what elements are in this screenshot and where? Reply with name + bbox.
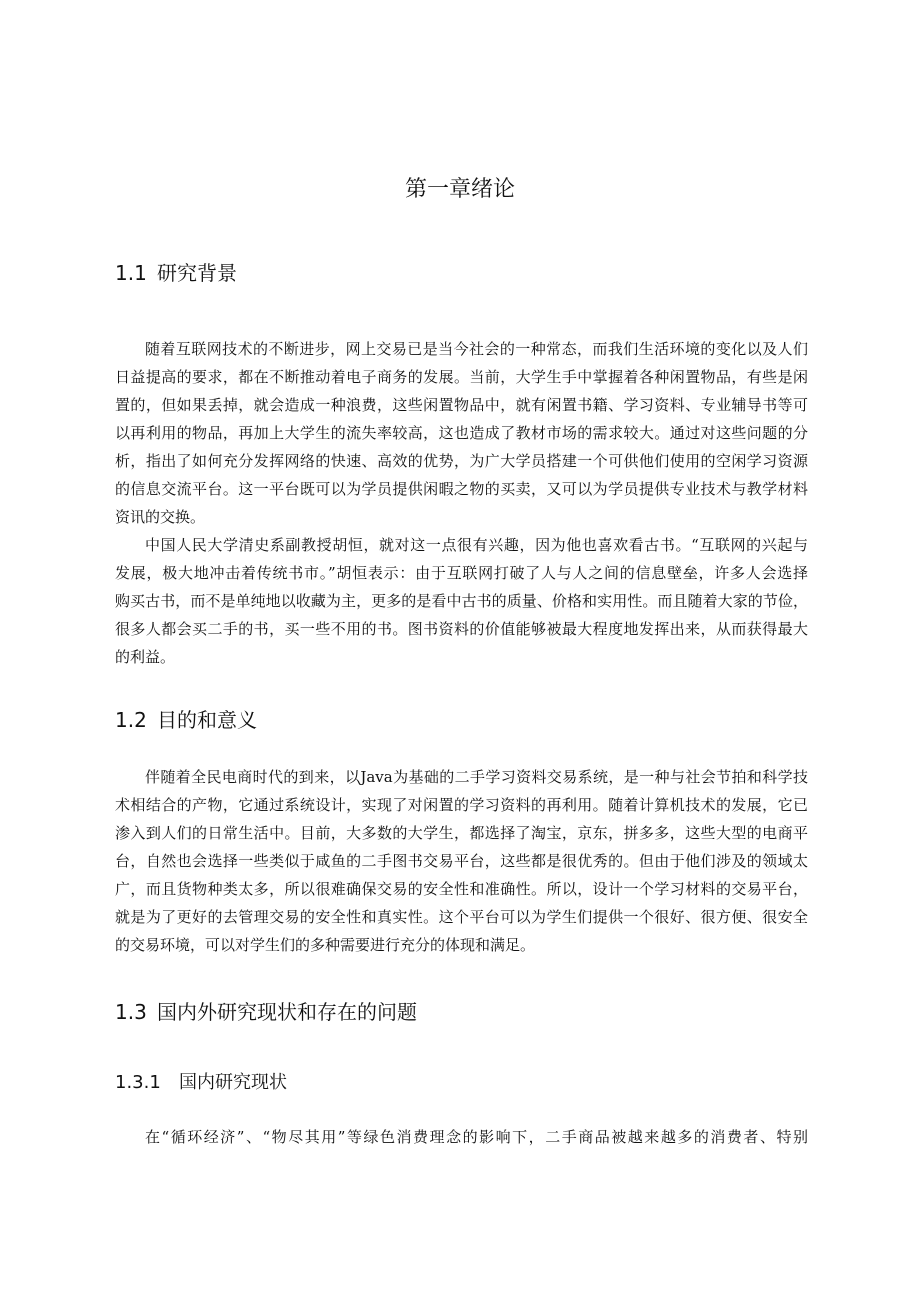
paragraph-background-2 xyxy=(115,531,808,671)
text-line: 置的，但如果丢掉，就会造成一种浪费，这些闲置物品中，就有闲置书籍、学习资料、专业辅导书等可 xyxy=(115,396,808,414)
text-line: 广，而且货物种类太多，所以很难确保交易的安全性和准确性。所以，设计一个学习材料的交易平台， xyxy=(115,880,808,898)
text-line: 的利益。 xyxy=(115,648,176,666)
text-line: 购买古书，而不是单纯地以收藏为主，更多的是看中古书的质量、价格和实用性。而且随着大家的节俭， xyxy=(115,592,808,610)
section-number: 1.3 xyxy=(115,1000,147,1024)
section-heading-1-1 xyxy=(115,259,808,287)
section-heading-1-2 xyxy=(115,706,808,734)
section-title: 研究背景 xyxy=(157,261,237,285)
text-line: 台，自然也会选择一些类似于咸鱼的二手图书交易平台，这些都是很优秀的。但由于他们涉及的领域太 xyxy=(115,852,808,870)
text-line: 析，指出了如何充分发挥网络的快速、高效的优势，为广大学员搭建一个可供他们使用的空闲学习资源 xyxy=(115,452,808,470)
text-line: 很多人都会买二手的书，买一些不用的书。图书资料的价值能够被最大程度地发挥出来，从而获得最大 xyxy=(115,620,808,638)
text-line: 的交易环境，可以对学生们的多种需要进行充分的体现和满足。 xyxy=(115,936,536,954)
text-line: 就是为了更好的去管理交易的安全性和真实性。这个平台可以为学生们提供一个很好、很方便、很安全 xyxy=(115,908,808,926)
text-line: 资讯的交换。 xyxy=(115,508,206,526)
section-number: 1.1 xyxy=(115,261,147,285)
text-line: 伴随着全民电商时代的到来，以Java为基础的二手学习资料交易系统，是一种与社会节拍和科学技 xyxy=(145,768,808,786)
text-line: 以再利用的物品，再加上大学生的流失率较高，这也造成了教材市场的需求较大。通过对这些问题的分 xyxy=(115,424,808,442)
section-title: 国内研究现状 xyxy=(179,1072,287,1093)
section-number: 1.2 xyxy=(115,708,147,732)
text-line: 渗入到人们的日常生活中。目前，大多数的大学生，都选择了淘宝，京东，拼多多，这些大型的电商平 xyxy=(115,824,808,842)
chapter-title: 第一章绪论 xyxy=(404,177,515,202)
section-heading-1-3 xyxy=(115,998,808,1026)
text-line: 在“循环经济”、“物尽其用”等绿色消费理念的影响下，二手商品被越来越多的消费者、特别 xyxy=(145,1128,808,1146)
text-line: 的信息交流平台。这一平台既可以为学员提供闲暇之物的买卖，又可以为学员提供专业技术与教学材料 xyxy=(115,480,808,498)
paragraph-domestic-research xyxy=(115,1123,808,1151)
text-line: 发展，极大地冲击着传统书市。”胡恒表示：由于互联网打破了人与人之间的信息壁垒，许多人会选择 xyxy=(115,564,808,582)
section-title: 目的和意义 xyxy=(157,708,257,732)
paragraph-purpose xyxy=(115,763,808,959)
section-number: 1.3.1 xyxy=(115,1072,161,1093)
text-line: 术相结合的产物，它通过系统设计，实现了对闲置的学习资料的再利用。随着计算机技术的发展，它已 xyxy=(115,796,808,814)
text-line: 日益提高的要求，都在不断推动着电子商务的发展。当前，大学生手中掌握着各种闲置物品，有些是闲 xyxy=(115,368,808,386)
text-line: 中国人民大学清史系副教授胡恒，就对这一点很有兴趣，因为他也喜欢看古书。“互联网的兴起与 xyxy=(145,536,808,554)
section-heading-1-3-1 xyxy=(115,1070,808,1096)
section-title: 国内外研究现状和存在的问题 xyxy=(157,1000,417,1024)
text-line: 随着互联网技术的不断进步，网上交易已是当今社会的一种常态，而我们生活环境的变化以及人们 xyxy=(145,340,808,358)
paragraph-background-1 xyxy=(115,335,808,531)
